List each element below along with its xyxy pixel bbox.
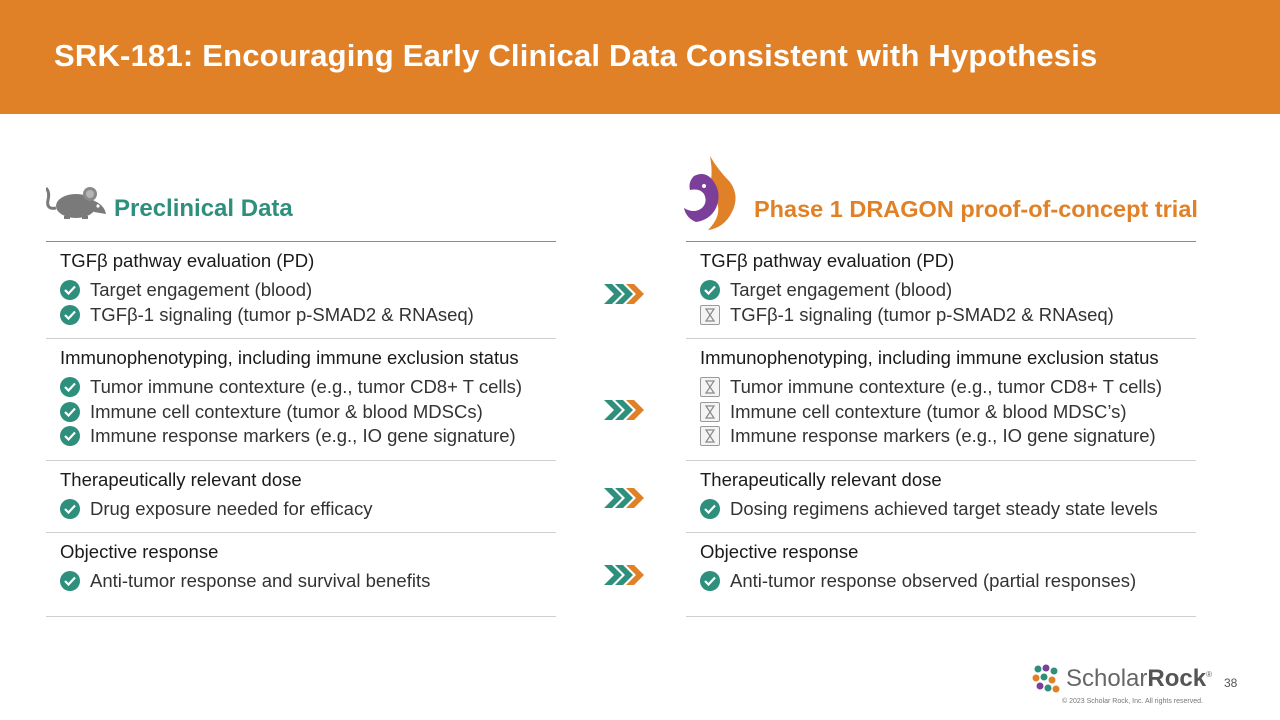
dragon-title: Phase 1 DRAGON proof-of-concept trial [754, 196, 1198, 222]
right-section-dose [686, 461, 1196, 533]
hourglass-icon [700, 305, 720, 325]
list-item: Tumor immune contexture (e.g., tumor CD8+ T cells) [700, 375, 1196, 400]
preclinical-title: Preclinical Data [114, 195, 293, 222]
section-title: Immunophenotyping, including immune exclusion status [700, 347, 1159, 368]
dragon-header [686, 150, 1196, 242]
check-icon [60, 280, 80, 300]
check-icon [700, 499, 720, 519]
section-title: TGFβ pathway evaluation (PD) [60, 250, 315, 271]
section-title: Therapeutically relevant dose [700, 469, 942, 490]
dragon-trial-column [686, 150, 1196, 617]
title-banner [0, 0, 1280, 114]
list-item: Anti-tumor response observed (partial responses) [700, 569, 1196, 594]
check-icon [60, 426, 80, 446]
copyright-text: © 2023 Scholar Rock, Inc. All rights reserved. [1062, 698, 1203, 705]
chevron-arrow-icon [602, 563, 644, 587]
scholar-rock-logo-icon [1032, 664, 1060, 694]
chevron-arrow-icon [602, 486, 644, 510]
list-item: Target engagement (blood) [700, 278, 1196, 303]
check-icon [60, 571, 80, 591]
left-section-immuno [46, 339, 556, 461]
dragon-icon [680, 152, 740, 232]
left-section-dose [46, 461, 556, 533]
hourglass-icon [700, 377, 720, 397]
right-section-immuno [686, 339, 1196, 461]
check-icon [60, 377, 80, 397]
check-icon [60, 499, 80, 519]
list-item: Target engagement (blood) [60, 278, 556, 303]
list-item: TGFβ-1 signaling (tumor p-SMAD2 & RNAseq) [60, 303, 556, 328]
left-section-pd [46, 242, 556, 339]
section-title: TGFβ pathway evaluation (PD) [700, 250, 955, 271]
scholar-rock-logo [1032, 664, 1212, 694]
list-item: Tumor immune contexture (e.g., tumor CD8+ T cells) [60, 375, 556, 400]
left-section-response [46, 533, 556, 617]
list-item: Immune cell contexture (tumor & blood MDSC’s) [700, 400, 1196, 425]
right-section-response [686, 533, 1196, 617]
list-item: Dosing regimens achieved target steady state levels [700, 497, 1196, 522]
right-section-pd [686, 242, 1196, 339]
check-icon [60, 402, 80, 422]
preclinical-header [46, 150, 556, 242]
list-item: Immune response markers (e.g., IO gene signature) [700, 424, 1196, 449]
list-item: TGFβ-1 signaling (tumor p-SMAD2 & RNAseq) [700, 303, 1196, 328]
section-title: Therapeutically relevant dose [60, 469, 302, 490]
list-item: Drug exposure needed for efficacy [60, 497, 556, 522]
page-number: 38 [1224, 676, 1238, 690]
list-item: Immune cell contexture (tumor & blood MDSCs) [60, 400, 556, 425]
chevron-arrow-icon [602, 282, 644, 306]
check-icon [60, 305, 80, 325]
list-item: Anti-tumor response and survival benefits [60, 569, 556, 594]
chevron-arrow-icon [602, 398, 644, 422]
slide-title: SRK-181: Encouraging Early Clinical Data Consistent with Hypothesis [54, 38, 1098, 73]
list-item: Immune response markers (e.g., IO gene signature) [60, 424, 556, 449]
hourglass-icon [700, 426, 720, 446]
section-title: Objective response [700, 541, 859, 562]
hourglass-icon [700, 402, 720, 422]
check-icon [700, 280, 720, 300]
section-title: Objective response [60, 541, 219, 562]
brand-name: ScholarRock® [1066, 665, 1212, 692]
section-title: Immunophenotyping, including immune exclusion status [60, 347, 519, 368]
check-icon [700, 571, 720, 591]
preclinical-column [46, 150, 556, 617]
mouse-icon [46, 180, 108, 224]
